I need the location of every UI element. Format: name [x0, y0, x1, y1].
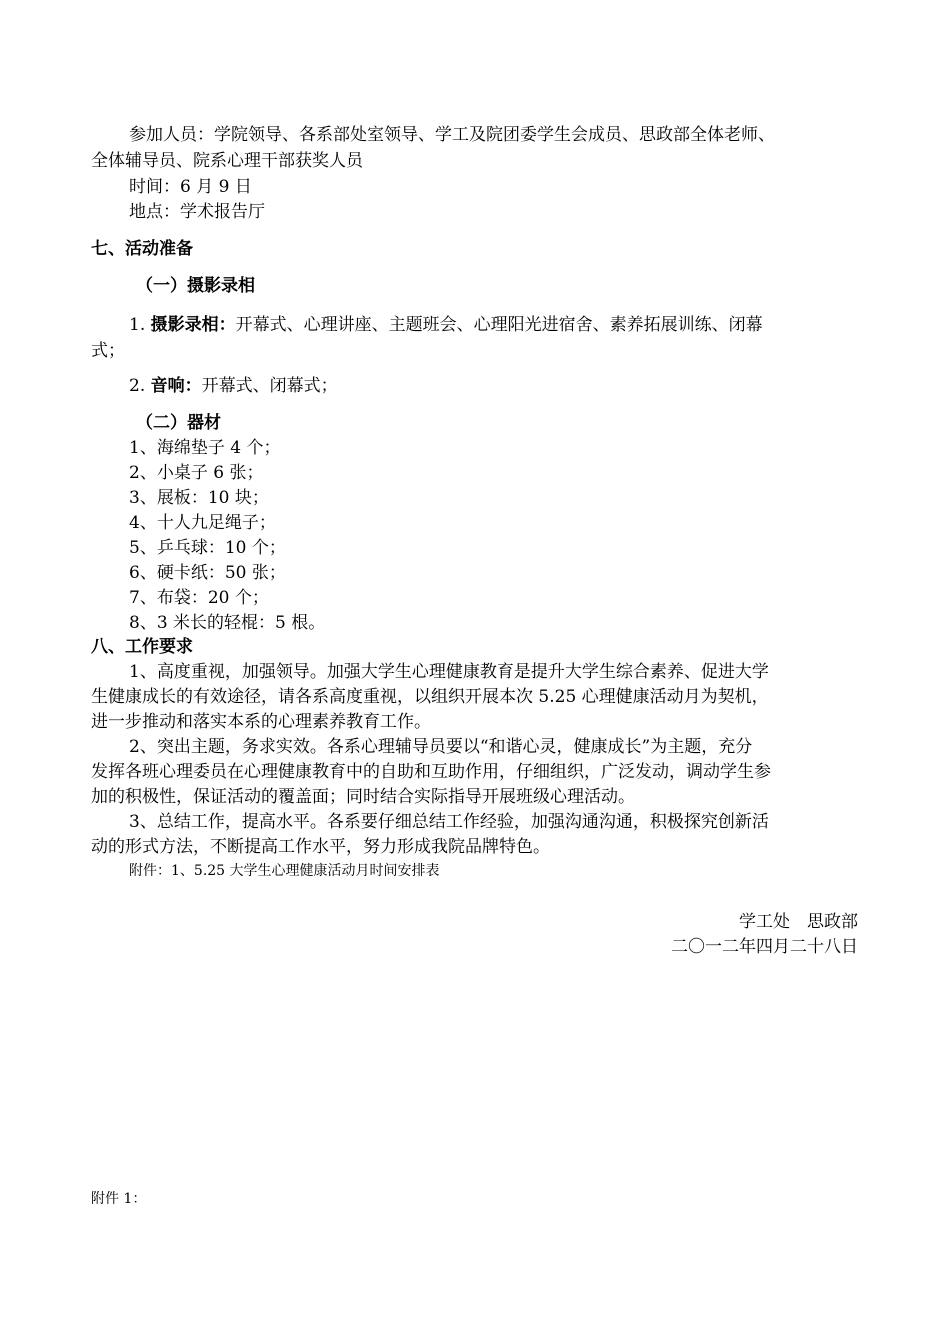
equipment-item: 4、十人九足绳子； [129, 513, 276, 533]
attachment-note: 附件：1、5.25 大学生心理健康活动月时间安排表 [129, 863, 440, 879]
equipment-item: 1、海绵垫子 4 个； [129, 438, 281, 458]
prep-item-1 [129, 313, 763, 337]
place-line: 地点：学术报告厅 [129, 202, 265, 222]
equipment-item: 5、乒乓球：10 个； [129, 538, 286, 558]
requirement-2-line-1: 2、突出主题，务求实效。各系心理辅导员要以“和谐心灵，健康成长”为主题，充分 [129, 737, 753, 757]
equipment-item: 7、布袋：20 个； [129, 588, 269, 608]
prep-item-2-number: 2. [129, 376, 146, 396]
requirement-1-line-1: 1、高度重视，加强领导。加强大学生心理健康教育是提升大学生综合素养、促进大学 [129, 662, 769, 682]
subsection-1-heading: （一）摄影录相 [136, 276, 255, 296]
prep-item-2 [129, 374, 338, 398]
equipment-item: 6、硬卡纸：50 张； [129, 563, 286, 583]
time-line: 时间：6 月 9 日 [129, 177, 252, 197]
prep-item-2-label: 音响： [150, 376, 202, 396]
prep-item-2-text: 开幕式、闭幕式； [201, 376, 338, 396]
requirement-1-line-3: 进一步推动和落实本系的心理素养教育工作。 [91, 712, 431, 732]
participants-line-2: 全体辅导员、院系心理干部获奖人员 [91, 151, 363, 171]
section-8-heading: 八、工作要求 [91, 637, 193, 657]
footer-attachment-label: 附件 1： [91, 1191, 147, 1207]
section-7-heading: 七、活动准备 [91, 239, 193, 259]
signature-organization: 学工处 思政部 [739, 912, 858, 932]
equipment-item: 3、展板：10 块； [129, 488, 269, 508]
requirement-3-line-1: 3、总结工作，提高水平。各系要仔细总结工作经验，加强沟通沟通，积极探究创新活 [129, 812, 769, 832]
prep-item-1-number: 1. [129, 315, 146, 335]
requirement-1-line-2: 生健康成长的有效途径，请各系高度重视，以组织开展本次 5.25 心理健康活动月为契机， [91, 687, 769, 707]
prep-item-1-text: 开幕式、心理讲座、主题班会、心理阳光进宿舍、素养拓展训练、闭幕 [235, 315, 763, 335]
equipment-item: 8、3 米长的轻棍：5 根。 [129, 613, 326, 633]
requirement-2-line-3: 加的积极性，保证活动的覆盖面；同时结合实际指导开展班级心理活动。 [91, 787, 635, 807]
subsection-2-heading: （二）器材 [136, 413, 221, 433]
requirement-2-line-2: 发挥各班心理委员在心理健康教育中的自助和互助作用，仔细组织，广泛发动，调动学生参 [91, 762, 771, 782]
prep-item-1-continuation: 式； [91, 341, 125, 361]
signature-date: 二〇一二年四月二十八日 [671, 937, 858, 957]
prep-item-1-label: 摄影录相： [150, 315, 236, 335]
equipment-item: 2、小桌子 6 张； [129, 463, 264, 483]
requirement-3-line-2: 动的形式方法，不断提高工作水平，努力形成我院品牌特色。 [91, 837, 550, 857]
participants-line-1: 参加人员：学院领导、各系部处室领导、学工及院团委学生会成员、思政部全体老师、 [129, 125, 775, 145]
